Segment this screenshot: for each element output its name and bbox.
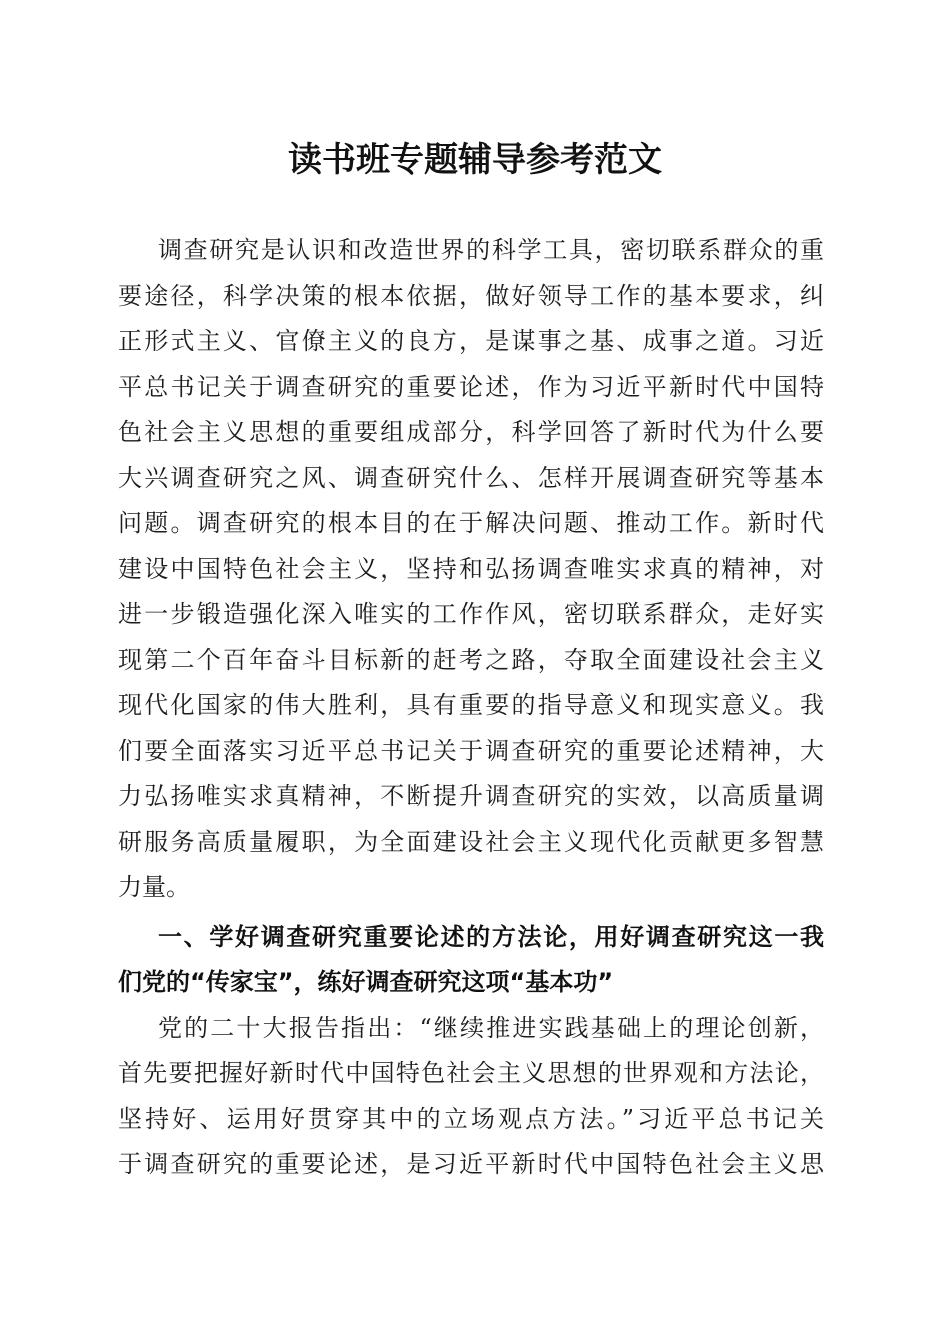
text-line: 坚持好、运用好贯穿其中的立场观点方法。”习近平总书记关: [118, 1104, 824, 1133]
text-line: 色社会主义思想的重要组成部分，科学回答了新时代为什么要: [118, 418, 824, 446]
text-line: 进一步锻造强化深入唯实的工作作风，密切联系群众，走好实: [118, 600, 824, 628]
text-line: 党的二十大报告指出：“继续推进实践基础上的理论创新，: [158, 1013, 824, 1042]
text-line: 要途径，科学决策的根本依据，做好领导工作的基本要求，纠: [118, 281, 824, 310]
text-line: 大兴调查研究之风、调查研究什么、怎样开展调查研究等基本: [118, 463, 824, 492]
text-line: 平总书记关于调查研究的重要论述，作为习近平新时代中国特: [118, 372, 824, 401]
paragraph-section-one: [118, 1006, 824, 1188]
paragraph-intro: [118, 228, 824, 911]
text-line: 们要全面落实习近平总书记关于调查研究的重要论述精神，大: [118, 736, 824, 765]
text-line: 研服务高质量履职，为全面建设社会主义现代化贡献更多智慧: [118, 827, 824, 856]
text-line: 现代化国家的伟大胜利，具有重要的指导意义和现实意义。我: [118, 691, 824, 719]
text-line: 正形式主义、官僚主义的良方，是谋事之基、成事之道。习近: [118, 327, 824, 355]
section-heading: [118, 915, 824, 1006]
text-line: 问题。调查研究的根本目的在于解决问题、推动工作。新时代: [118, 509, 824, 537]
heading-line: 一、学好调查研究重要论述的方法论，用好调查研究这一我: [158, 922, 824, 951]
document-title: 读书班专题辅导参考范文: [288, 140, 662, 180]
text-line: 现第二个百年奋斗目标新的赶考之路，夺取全面建设社会主义: [118, 645, 824, 674]
text-line: 建设中国特色社会主义，坚持和弘扬调查唯实求真的精神，对: [118, 554, 824, 583]
text-line: 于调查研究的重要论述，是习近平新时代中国特色社会主义思: [118, 1150, 824, 1178]
heading-line: 们党的“传家宝”，练好调查研究这项“基本功”: [118, 968, 614, 996]
text-line: 首先要把握好新时代中国特色社会主义思想的世界观和方法论，: [118, 1059, 824, 1087]
text-line: 力弘扬唯实求真精神，不断提升调查研究的实效，以高质量调: [118, 782, 824, 810]
text-line: 调查研究是认识和改造世界的科学工具，密切联系群众的重: [158, 236, 824, 264]
text-line: 力量。: [118, 873, 190, 901]
document-body: [118, 228, 824, 1188]
